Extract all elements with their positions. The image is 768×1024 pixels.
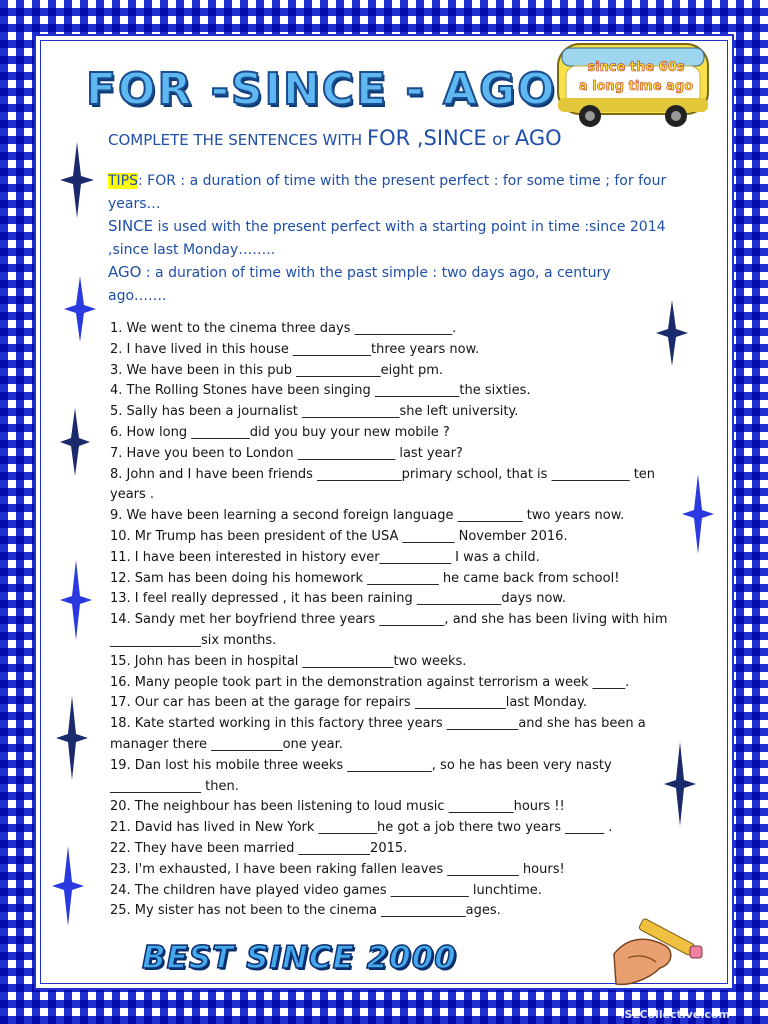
exercise-item: 5. Sally has been a journalist _______________she left university. (110, 404, 519, 420)
instructions-heading: COMPLETE THE SENTENCES WITH FOR ,SINCE or AGO (108, 126, 562, 150)
exercise-item: 21. David has lived in New York _________he got a job there two years ______ . (110, 820, 613, 836)
star-icon (656, 300, 688, 366)
exercise-item: 1. We went to the cinema three days _______________. (110, 321, 457, 336)
exercise-item: 16. Many people took part in the demonstration against terrorism a week _____. (110, 674, 630, 690)
best-since-banner: BEST SINCE 2000 (142, 940, 457, 976)
exercise-item: 12. Sam has been doing his homework ___________ he came back from school! (110, 570, 620, 586)
exercise-item: 14. Sandy met her boyfriend three years __________, and she has been living with him ______________six months. (110, 612, 668, 648)
exercise-item: 18. Kate started working in this factory three years ___________and she has been a manager there ___________one year. (110, 716, 646, 752)
exercise-item: 10. Mr Trump has been president of the USA ________ November 2016. (110, 528, 568, 544)
star-icon (682, 474, 714, 554)
bus-illustration (552, 36, 714, 132)
exercise-item: 7. Have you been to London _______________ last year? (110, 445, 463, 461)
exercise-item: 25. My sister has not been to the cinema _____________ages. (110, 903, 501, 919)
exercise-item: 4. The Rolling Stones have been singing _____________the sixties. (110, 383, 531, 399)
star-icon (52, 846, 84, 926)
exercise-item: 24. The children have played video games ____________ lunchtime. (110, 882, 542, 898)
star-icon (664, 742, 696, 826)
tips-box: TIPS: FOR : a duration of time with the present perfect : for some time ; for four years… SINCE is used with the present perfect with a starting point in time :since 2014 ,since last Monday…….. AGO : a duration of time with the past simple : two days ago, a century ago……. (108, 173, 667, 304)
star-icon (56, 696, 88, 780)
exercise-item: 23. I'm exhausted, I have been raking fallen leaves ___________ hours! (110, 861, 565, 877)
exercise-item: 20. The neighbour has been listening to loud music __________hours !! (110, 799, 565, 815)
bus-sign-line-2: a long time ago (578, 79, 694, 94)
exercise-item: 13. I feel really depressed , it has been raining _____________days now. (110, 591, 566, 607)
exercise-item: 8. John and I have been friends _____________primary school, that is ____________ ten years . (110, 466, 656, 503)
star-icon (60, 408, 90, 476)
exercise-item: 3. We have been in this pub _____________eight pm. (110, 362, 443, 378)
exercise-item: 11. I have been interested in history ever___________ I was a child. (110, 549, 540, 565)
star-icon (60, 142, 94, 218)
exercise-item: 15. John has been in hospital ______________two weeks. (110, 653, 467, 669)
exercise-item: 22. They have been married ___________2015. (110, 840, 408, 856)
tips-label: TIPS (108, 173, 139, 189)
exercise-item: 2. I have lived in this house ____________three years now. (110, 341, 480, 357)
star-icon (60, 560, 92, 640)
exercise-item: 9. We have been learning a second foreign language __________ two years now. (110, 508, 625, 524)
star-icon (64, 276, 96, 342)
bus-sign-line-1: since the 60s (587, 60, 685, 75)
exercise-item: 17. Our car has been at the garage for repairs ______________last Monday. (110, 695, 587, 711)
worksheet-title: FOR -SINCE - AGO (86, 64, 557, 115)
writing-hand-icon (608, 914, 704, 988)
exercise-item: 6. How long _________did you buy your new mobile ? (110, 424, 450, 440)
exercise-list (110, 319, 670, 922)
exercise-item: 19. Dan lost his mobile three weeks _____________, so he has been very nasty ______________ then. (110, 757, 612, 794)
watermark: iSLCollective.com (620, 1008, 730, 1021)
